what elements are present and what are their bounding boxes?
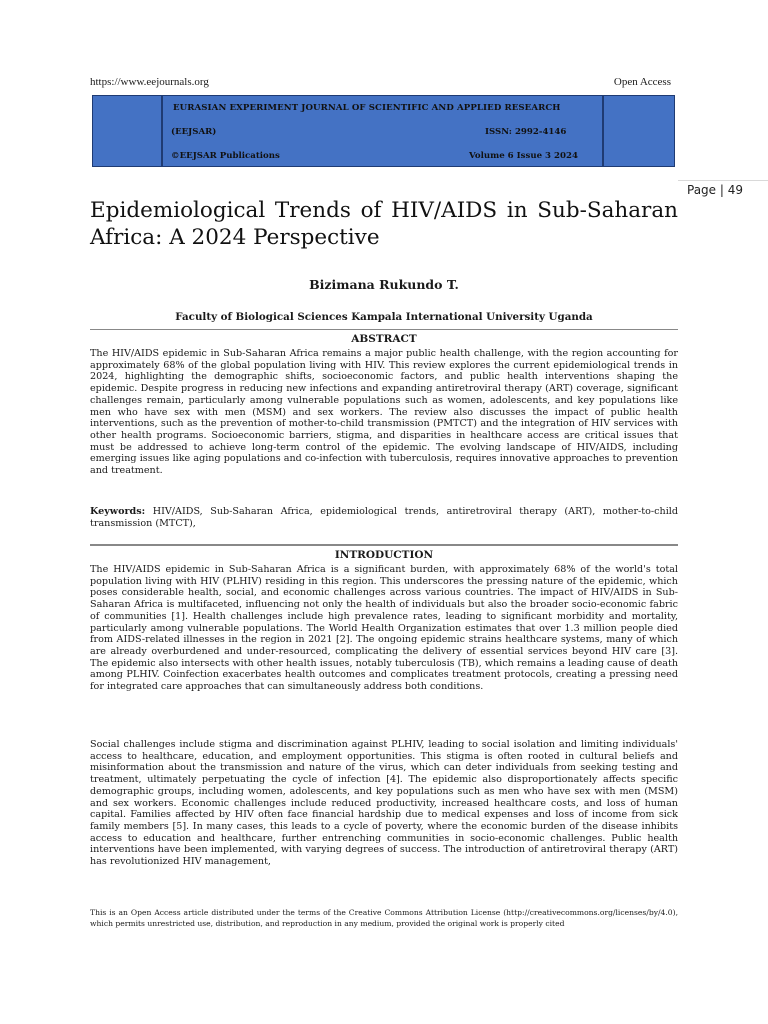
page-number: Page | 49 <box>678 180 768 202</box>
abstract-heading: ABSTRACT <box>351 333 417 345</box>
divider <box>90 329 678 330</box>
keywords-label: Keywords: <box>90 506 146 517</box>
volume-issue: Volume 6 Issue 3 2024 <box>469 151 578 161</box>
divider <box>90 544 678 546</box>
banner-info <box>161 96 604 166</box>
article-title: Epidemiological Trends of HIV/AIDS in Sub-Saharan Africa: A 2024 Perspective <box>90 198 678 250</box>
banner-right-block <box>604 96 674 166</box>
journal-abbrev: (EEJSAR) <box>171 127 217 137</box>
introduction-paragraph-2: Social challenges include stigma and discrimination against PLHIV, leading to social isolation and limiting individuals' access to healthcare, education, and employment opportunities. This stigma is often rooted in cultural beliefs and misinformation about the transmission and nature of the virus, which can deter individuals from seeking testing and treatment, ultimately perpetuating the cycle of infection [4]. The epidemic also disproportionately affects specific demographic groups, including women, adolescents, and key populations such as men who have sex with men (MSM) and sex workers. Economic challenges include reduced productivity, increased healthcare costs, and loss of human capital. Families affected by HIV often face financial hardship due to medical expenses and loss of income from sick family members [5]. In many cases, this leads to a cycle of poverty, where the economic burden of the disease inhibits access to education and healthcare, further entrenching communities in socio-economic challenges. Public health interventions have been implemented, with varying degrees of success. The introduction of antiretroviral therapy (ART) has revolutionized HIV management, <box>90 739 678 868</box>
open-access-label: Open Access <box>613 76 671 88</box>
keywords-list: HIV/AIDS, Sub-Saharan Africa, epidemiological trends, antiretroviral therapy (ART), mother-to-child transmission (MTCT), <box>90 506 678 529</box>
journal-banner <box>92 95 675 167</box>
banner-left-block <box>93 96 161 166</box>
affiliation: Faculty of Biological Sciences Kampala International University Uganda <box>175 311 593 323</box>
journal-url[interactable]: https://www.eejournals.org <box>90 76 209 88</box>
introduction-heading: INTRODUCTION <box>334 549 434 561</box>
author-name: Bizimana Rukundo T. <box>309 277 459 292</box>
journal-name: EURASIAN EXPERIMENT JOURNAL OF SCIENTIFIC AND APPLIED RESEARCH <box>173 103 561 113</box>
abstract-text: The HIV/AIDS epidemic in Sub-Saharan Africa remains a major public health challenge, with the region accounting for approximately 68% of the global population living with HIV. This review explores the current epidemiological trends in 2024, highlighting the demographic shifts, socioeconomic factors, and public health interventions shaping the epidemic. Despite progress in reducing new infections and expanding antiretroviral therapy (ART) coverage, significant challenges remain, particularly among vulnerable populations such as women, adolescents, and key populations like men who have sex with men (MSM) and sex workers. The review also discusses the impact of public health interventions, such as the prevention of mother-to-child transmission (PMTCT) and the integration of HIV services with other health programs. Socioeconomic barriers, stigma, and disparities in healthcare access are critical issues that must be addressed to achieve long-term control of the epidemic. The evolving landscape of HIV/AIDS, including emerging issues like aging populations and co-infection with tuberculosis, requires innovative approaches to prevention and treatment. <box>90 348 678 477</box>
keywords <box>90 506 678 529</box>
journal-issn: ISSN: 2992-4146 <box>485 127 567 137</box>
introduction-paragraph-1: The HIV/AIDS epidemic in Sub-Saharan Africa is a significant burden, with approximately 68% of the world's total population living with HIV (PLHIV) residing in this region. This underscores the pressing nature of the epidemic, which poses considerable health, social, and economic challenges across various countries. The impact of HIV/AIDS in Sub-Saharan Africa is multifaceted, influencing not only the health of individuals but also the broader socio-economic fabric of communities [1]. Health challenges include high prevalence rates, leading to significant morbidity and mortality, particularly among vulnerable populations. The World Health Organization estimates that over 1.3 million people died from AIDS-related illnesses in the region in 2021 [2]. The ongoing epidemic strains healthcare systems, many of which are already overburdened and under-resourced, complicating the delivery of essential services beyond HIV care [3]. The epidemic also intersects with other health issues, notably tuberculosis (TB), which remains a leading cause of death among PLHIV. Coinfection exacerbates health outcomes and complicates treatment protocols, creating a pressing need for integrated care approaches that can simultaneously address both conditions. <box>90 564 678 693</box>
license-footer: This is an Open Access article distributed under the terms of the Creative Commons Attribution License (http://creativecommons.org/licenses/by/4.0), which permits unrestricted use, distribution, and reproduction in any medium, provided the original work is properly cited <box>90 908 678 929</box>
publisher: ©EEJSAR Publications <box>171 151 280 161</box>
